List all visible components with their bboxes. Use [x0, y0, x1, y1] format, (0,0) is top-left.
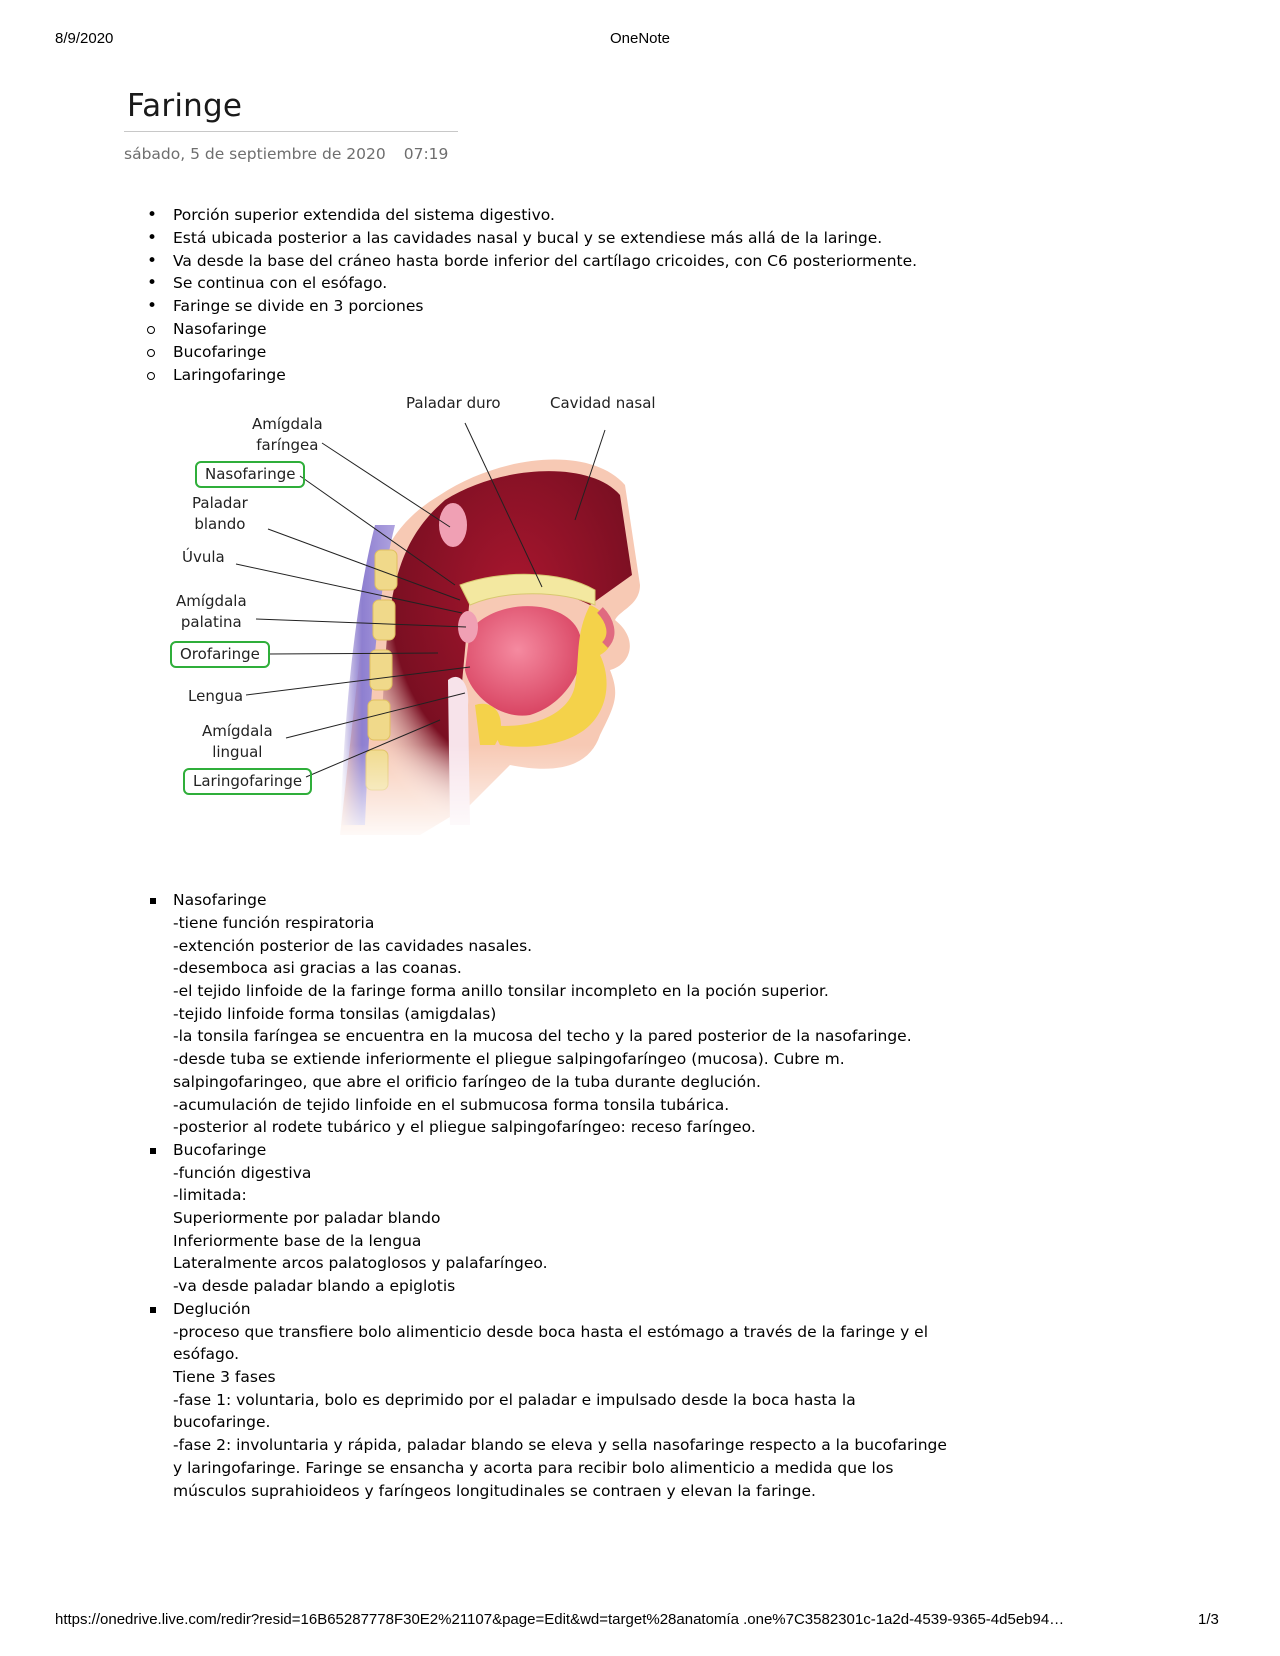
section-line[interactable]: y laringofaringe. Faringe se ensancha y acorta para recibir bolo alimenticio a medida que los — [173, 1459, 894, 1477]
bullet-circle-icon — [147, 326, 155, 334]
bullet-dot-icon — [147, 272, 157, 296]
page-date: sábado, 5 de septiembre de 2020 — [124, 145, 386, 163]
label-uvula: Úvula — [182, 548, 225, 566]
pharynx-anatomy-figure[interactable] — [170, 394, 710, 875]
section-line[interactable]: -fase 1: voluntaria, bolo es deprimido por el paladar e impulsado desde la boca hasta la — [173, 1391, 856, 1409]
print-date: 8/9/2020 — [55, 30, 114, 47]
label-orofaringe-highlighted: Orofaringe — [170, 641, 270, 668]
print-footer — [0, 1611, 1280, 1631]
label-lengua: Lengua — [188, 687, 244, 705]
bullet-dot-icon — [147, 227, 157, 251]
section-line[interactable]: -la tonsila faríngea se encuentra en la mucosa del techo y la pared posterior de la nasofaringe. — [173, 1027, 912, 1045]
page-timestamp — [124, 145, 448, 163]
list-item[interactable]: Faringe se divide en 3 porciones — [173, 297, 424, 315]
label-amigdala-faringea: Amígdala faríngea — [252, 415, 323, 454]
section-line[interactable]: -extención posterior de las cavidades nasales. — [173, 937, 533, 955]
list-item[interactable]: Porción superior extendida del sistema digestivo. — [173, 206, 555, 224]
page-time: 07:19 — [403, 145, 449, 163]
page-title[interactable]: Faringe — [127, 88, 243, 124]
section-line[interactable]: -limitada: — [173, 1186, 247, 1204]
section-line[interactable]: -fase 2: involuntaria y rápida, paladar blando se eleva y sella nasofaringe respecto a la bucofaringe — [173, 1436, 947, 1454]
bullet-square-icon — [150, 1148, 156, 1154]
section-heading-nasofaringe[interactable]: Nasofaringe — [173, 891, 267, 909]
bullet-dot-icon — [147, 295, 157, 319]
list-item[interactable]: Laringofaringe — [173, 366, 286, 384]
section-line[interactable]: -posterior al rodete tubárico y el pliegue salpingofaríngeo: receso faríngeo. — [173, 1118, 756, 1136]
bullet-circle-icon — [147, 372, 155, 380]
section-line[interactable]: -tiene función respiratoria — [173, 914, 375, 932]
label-cavidad-nasal: Cavidad nasal — [550, 394, 656, 412]
bullet-square-icon — [150, 898, 156, 904]
section-line[interactable]: -acumulación de tejido linfoide en el submucosa forma tonsila tubárica. — [173, 1096, 730, 1114]
list-item[interactable]: Nasofaringe — [173, 320, 267, 338]
section-line[interactable]: esófago. — [173, 1345, 240, 1363]
list-item[interactable]: Se continua con el esófago. — [173, 274, 388, 292]
list-item[interactable]: Está ubicada posterior a las cavidades nasal y bucal y se extendiese más allá de la laringe. — [173, 229, 883, 247]
label-paladar-duro: Paladar duro — [406, 394, 501, 412]
section-line[interactable]: -tejido linfoide forma tonsilas (amigdalas) — [173, 1005, 497, 1023]
section-line[interactable]: -va desde paladar blando a epiglotis — [173, 1277, 456, 1295]
section-line[interactable]: Tiene 3 fases — [173, 1368, 276, 1386]
section-line[interactable]: Inferiormente base de la lengua — [173, 1232, 422, 1250]
bullet-square-icon — [150, 1307, 156, 1313]
section-heading-bucofaringe[interactable]: Bucofaringe — [173, 1141, 267, 1159]
print-header — [0, 30, 1280, 50]
bullet-dot-icon — [147, 204, 157, 228]
label-amigdala-palatina: Amígdala palatina — [176, 592, 247, 631]
section-line[interactable]: -función digestiva — [173, 1164, 312, 1182]
list-item[interactable]: Bucofaringe — [173, 343, 267, 361]
label-laringofaringe-highlighted: Laringofaringe — [183, 768, 312, 795]
section-line[interactable]: -desde tuba se extiende inferiormente el pliegue salpingofaríngeo (mucosa). Cubre m. — [173, 1050, 845, 1068]
section-line[interactable]: -proceso que transfiere bolo alimenticio desde boca hasta el estómago a través de la faringe y el — [173, 1323, 929, 1341]
title-divider — [124, 131, 458, 132]
bullet-dot-icon — [147, 250, 157, 274]
label-amigdala-lingual: Amígdala lingual — [202, 722, 273, 761]
label-paladar-blando: Paladar blando — [192, 494, 248, 533]
bullet-circle-icon — [147, 349, 155, 357]
label-nasofaringe-highlighted: Nasofaringe — [195, 461, 305, 488]
section-line[interactable]: Lateralmente arcos palatoglosos y palafaríngeo. — [173, 1254, 548, 1272]
print-source-url: https://onedrive.live.com/redir?resid=16B65287778F30E2%21107&page=Edit&wd=target%28anatomía .one%7C3582301c-1a2d-4539-9365-4d5eb94… — [55, 1611, 1065, 1628]
section-line[interactable]: músculos suprahioideos y faríngeos longitudinales se contraen y elevan la faringe. — [173, 1482, 816, 1500]
list-item[interactable]: Va desde la base del cráneo hasta borde inferior del cartílago cricoides, con C6 posteriormente. — [173, 252, 918, 270]
print-app-name: OneNote — [609, 30, 671, 47]
section-line[interactable]: salpingofaringeo, que abre el orificio faríngeo de la tuba durante deglución. — [173, 1073, 761, 1091]
section-line[interactable]: -el tejido linfoide de la faringe forma anillo tonsilar incompleto en la poción superior. — [173, 982, 829, 1000]
section-line[interactable]: Superiormente por paladar blando — [173, 1209, 441, 1227]
section-line[interactable]: bucofaringe. — [173, 1413, 271, 1431]
section-heading-deglucion[interactable]: Deglución — [173, 1300, 251, 1318]
print-page-count: 1/3 — [1198, 1611, 1219, 1628]
section-line[interactable]: -desemboca asi gracias a las coanas. — [173, 959, 462, 977]
